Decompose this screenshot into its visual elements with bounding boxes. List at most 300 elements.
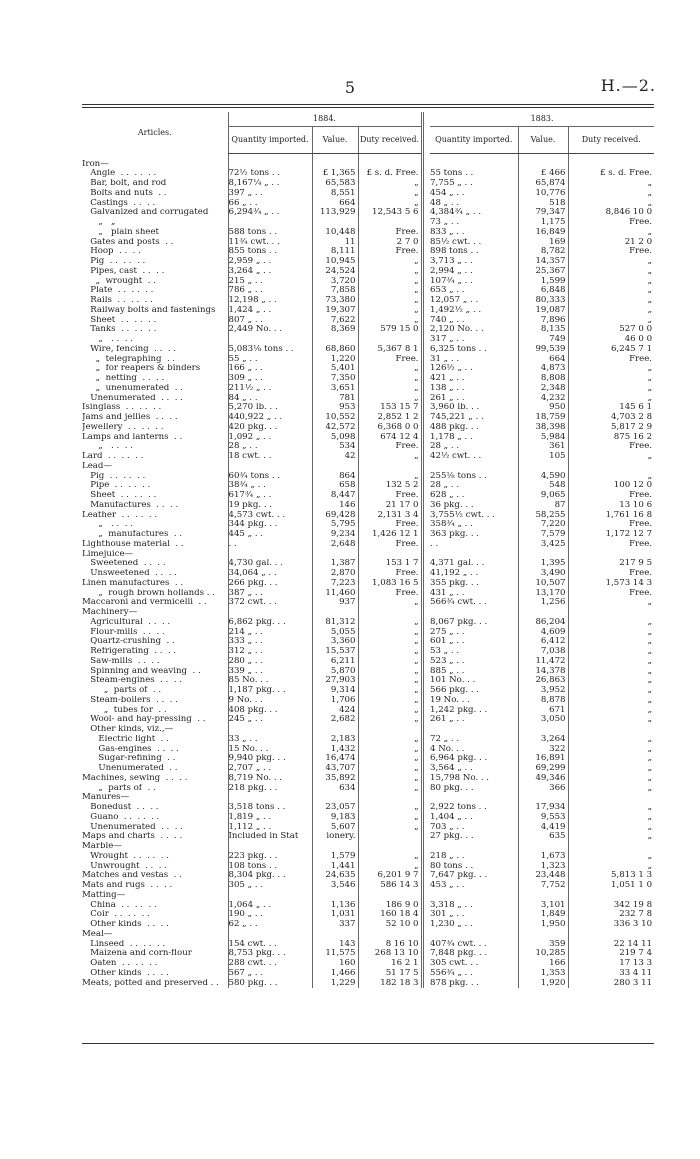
cell-duty-1884: „: [358, 384, 422, 394]
cell-quantity-1883: 41,192 „ . .: [430, 569, 479, 578]
cell-duty-1884: Free.: [358, 491, 422, 501]
cell-duty-1884: Free.: [358, 540, 422, 550]
cell-article: Electric light . .: [82, 734, 169, 744]
cell-article: Maccaroni and vermicelli . .: [82, 598, 207, 608]
cell-value-1884: 7,350: [312, 374, 358, 384]
cell-value-1884: 73,380: [312, 296, 358, 306]
cell-quantity-1884: 18 cwt. . .: [228, 452, 312, 462]
cell-article: Lamps and lanterns . .: [82, 432, 183, 442]
cell-value-1883: 10,507: [518, 579, 568, 589]
table-row: [82, 803, 654, 813]
cell-duty-1884: „: [358, 657, 422, 667]
cell-quantity-1884: [228, 335, 312, 345]
cell-quantity-1884: [228, 793, 312, 803]
cell-quantity-1884: 3,264 „ . .: [228, 267, 312, 277]
table-row: [82, 920, 654, 930]
cell-duty-1884: „: [358, 306, 422, 316]
table-row: [82, 569, 654, 579]
cell-duty-1883: 280 3 11: [568, 979, 654, 989]
cell-value-1884: 9,314: [312, 686, 358, 696]
cell-quantity-1883: 126½ „ . .: [430, 364, 473, 374]
table-row: [82, 959, 654, 969]
table-row: [82, 325, 654, 335]
cell-value-1883: 548: [518, 481, 568, 491]
cell-quantity-1884: 9 No. . .: [228, 696, 312, 706]
cell-quantity-1883: 73 „ . .: [430, 218, 460, 227]
cell-article: Unenumerated . . . .: [82, 822, 183, 832]
cell-duty-1883: [568, 608, 654, 618]
cell-quantity-1884: 3,518 tons . .: [228, 803, 312, 813]
cell-duty-1884: 268 13 10: [358, 949, 422, 959]
cell-value-1884: 7,622: [312, 316, 358, 326]
cell-value-1884: 11,460: [312, 589, 358, 599]
table-row: [82, 277, 654, 287]
table-row: [82, 676, 654, 686]
cell-quantity-1883: 363 pkg. . .: [430, 530, 480, 539]
cell-quantity-1884: 85 No. . .: [228, 676, 312, 686]
cell-quantity-1884: 218 pkg. . .: [228, 784, 312, 794]
cell-value-1884: 10,945: [312, 257, 358, 267]
cell-duty-1884: 5,367 8 1: [358, 345, 422, 355]
cell-quantity-1883: 3,755½ cwt. . .: [430, 510, 495, 520]
cell-quantity-1883: 80 pkg. . .: [430, 783, 474, 793]
cell-value-1884: [312, 725, 358, 735]
cell-article: Wrought . . . . . .: [82, 851, 169, 861]
bottom-rule: [82, 1043, 654, 1044]
cell-article: Pig . . . . . .: [82, 471, 146, 481]
cell-article: Mats and rugs . . . .: [82, 881, 173, 890]
cell-duty-1883: 1,761 16 8: [568, 511, 654, 521]
cell-value-1884: 9,183: [312, 813, 358, 823]
cell-value-1884: [312, 218, 358, 228]
table-row: [82, 189, 654, 199]
cell-article: Gates and posts . .: [82, 237, 174, 247]
cell-duty-1884: [358, 550, 422, 560]
cell-duty-1883: 336 3 10: [568, 920, 654, 930]
cell-value-1884: 143: [312, 940, 358, 950]
cell-value-1883: 322: [518, 745, 568, 755]
cell-value-1884: 6,211: [312, 657, 358, 667]
cell-value-1883: 1,353: [518, 969, 568, 979]
cell-article: „ unenumerated . .: [82, 383, 183, 393]
cell-value-1884: 781: [312, 394, 358, 404]
cell-value-1884: 8,111: [312, 247, 358, 257]
cell-duty-1884: [358, 218, 422, 228]
cell-value-1884: 9,234: [312, 530, 358, 540]
cell-value-1883: 671: [518, 706, 568, 716]
cell-article: Matting—: [82, 890, 126, 900]
cell-quantity-1884: 8,753 pkg. . .: [228, 949, 312, 959]
cell-quantity-1884: [228, 218, 312, 228]
cell-article: „ parts of . .: [82, 686, 162, 695]
cell-duty-1884: 586 14 3: [358, 881, 422, 891]
table-row: [82, 725, 654, 735]
cell-quantity-1884: 215 „ . .: [228, 277, 312, 287]
imports-table: [82, 112, 654, 988]
cell-value-1884: 8,369: [312, 325, 358, 335]
cell-quantity-1883: 653 „ . .: [430, 286, 465, 296]
cell-quantity-1883: 3,713 „ . .: [430, 257, 473, 266]
top-rule-second: [82, 107, 654, 108]
cell-duty-1883: Free.: [568, 355, 654, 365]
cell-quantity-1883: [430, 154, 518, 170]
cell-article: Oaten . . . . . .: [82, 959, 158, 968]
cell-quantity-1883: 6,964 pkg. . .: [430, 754, 488, 764]
table-row: [82, 169, 654, 179]
cell-quantity-1884: 1,064 „ . .: [228, 901, 312, 911]
cell-duty-1883: „: [568, 686, 654, 696]
cell-value-1883: 3,101: [518, 901, 568, 911]
cell-article: Saw-mills . . . .: [82, 656, 160, 666]
cell-duty-1883: „: [568, 813, 654, 823]
cell-article: Pig . . . . . .: [82, 257, 146, 266]
cell-value-1883: 80,333: [518, 296, 568, 306]
cell-value-1883: 366: [518, 784, 568, 794]
cell-duty-1883: 875 16 2: [568, 433, 654, 443]
cell-duty-1884: 186 9 0: [358, 901, 422, 911]
header-year-1884: 1884.: [228, 112, 422, 127]
cell-article: Bar, bolt, and rod: [82, 179, 167, 188]
cell-value-1884: 16,474: [312, 754, 358, 764]
cell-value-1884: 2,183: [312, 735, 358, 745]
cell-quantity-1883: 431 „ . .: [430, 588, 465, 598]
cell-duty-1883: Free.: [568, 247, 654, 257]
cell-value-1884: 658: [312, 481, 358, 491]
cell-duty-1884: „: [358, 706, 422, 716]
cell-duty-1884: „: [358, 852, 422, 862]
table-row: [82, 598, 654, 608]
cell-value-1884: [312, 550, 358, 560]
cell-article: Railway bolts and fastenings: [82, 305, 216, 315]
cell-quantity-1883: 15,798 No. . .: [430, 773, 490, 783]
cell-value-1883: 7,579: [518, 530, 568, 540]
cell-quantity-1883: [430, 725, 518, 735]
cell-duty-1884: „: [358, 686, 422, 696]
cell-quantity-1883: 3,564 „ . .: [430, 764, 473, 773]
cell-quantity-1884: 1,112 „ . .: [228, 823, 312, 833]
table-row: [82, 306, 654, 316]
cell-quantity-1883: 7,647 pkg. . .: [430, 871, 488, 881]
cell-value-1883: 1,673: [518, 852, 568, 862]
cell-quantity-1884: 5,270 lb. . .: [228, 403, 312, 413]
cell-duty-1884: „: [358, 735, 422, 745]
cell-quantity-1884: 4,730 gal. . .: [228, 559, 312, 569]
cell-quantity-1884: 6,294¾ „ . .: [228, 208, 312, 218]
cell-article: Meal—: [82, 929, 113, 939]
cell-value-1883: [518, 793, 568, 803]
cell-quantity-1884: 312 „ . .: [228, 647, 312, 657]
cell-duty-1884: „: [358, 316, 422, 326]
cell-article: Sheet . . . . . .: [82, 315, 157, 325]
cell-value-1884: [312, 608, 358, 618]
cell-value-1884: 5,401: [312, 364, 358, 374]
cell-article: „ netting . . . .: [82, 374, 165, 383]
table-row: [82, 364, 654, 374]
cell-duty-1883: Free.: [568, 540, 654, 550]
cell-quantity-1883: 28 „ . .: [430, 481, 460, 491]
cell-quantity-1884: 12,198 „ . .: [228, 296, 312, 306]
cell-quantity-1883: [430, 608, 518, 618]
cell-duty-1884: „: [358, 257, 422, 267]
header-duty-1884: Duty received.: [358, 127, 422, 154]
cell-duty-1883: „: [568, 394, 654, 404]
cell-value-1884: 937: [312, 598, 358, 608]
cell-value-1883: 1,256: [518, 598, 568, 608]
table-row: [82, 286, 654, 296]
table-row: [82, 394, 654, 404]
cell-value-1883: 58,255: [518, 511, 568, 521]
cell-duty-1883: [568, 725, 654, 735]
cell-value-1884: 1,466: [312, 969, 358, 979]
cell-article: „ for reapers & binders: [82, 364, 201, 374]
cell-quantity-1883: 48 „ . .: [430, 198, 460, 208]
cell-value-1884: 3,720: [312, 277, 358, 287]
cell-quantity-1884: 305 „ . .: [228, 881, 312, 891]
cell-article: Gas-engines . . . .: [82, 744, 179, 754]
table-row: [82, 374, 654, 384]
table-row: [82, 154, 654, 170]
cell-value-1883: 3,490: [518, 569, 568, 579]
cell-duty-1884: „: [358, 862, 422, 872]
cell-duty-1884: 153 1 7: [358, 559, 422, 569]
cell-value-1884: 3,360: [312, 637, 358, 647]
cell-article: Jewellery . . . . . .: [82, 422, 164, 432]
cell-quantity-1884: 34,064 „ . .: [228, 569, 312, 579]
cell-duty-1883: 21 2 0: [568, 238, 654, 248]
cell-article: Wool- and hay-pressing . .: [82, 715, 206, 725]
table-row: [82, 657, 654, 667]
cell-value-1883: 359: [518, 940, 568, 950]
table-row: [82, 384, 654, 394]
cell-quantity-1884: 786 „ . .: [228, 286, 312, 296]
cell-quantity-1883: 19 No. . .: [430, 695, 470, 705]
cell-duty-1884: 51 17 5: [358, 969, 422, 979]
cell-quantity-1883: 7,755 „ . .: [430, 179, 473, 188]
cell-value-1884: 113,929: [312, 208, 358, 218]
cell-article: Bonedust . . . .: [82, 803, 159, 812]
cell-duty-1884: [358, 832, 422, 842]
table-row: [82, 423, 654, 433]
cell-duty-1884: Free.: [358, 589, 422, 599]
cell-value-1884: 1,441: [312, 862, 358, 872]
table-row: [82, 813, 654, 823]
cell-duty-1884: 674 12 4: [358, 433, 422, 443]
cell-duty-1883: „: [568, 862, 654, 872]
table-row: [82, 871, 654, 881]
cell-quantity-1884: 11¾ cwt. . .: [228, 238, 312, 248]
cell-quantity-1884: [228, 930, 312, 940]
cell-quantity-1884: 1,424 „ . .: [228, 306, 312, 316]
cell-duty-1884: „: [358, 784, 422, 794]
cell-value-1883: 6,412: [518, 637, 568, 647]
cell-duty-1883: 13 10 6: [568, 501, 654, 511]
cell-duty-1883: 527 0 0: [568, 325, 654, 335]
cell-quantity-1884: 397 „ . .: [228, 189, 312, 199]
cell-duty-1883: 342 19 8: [568, 901, 654, 911]
cell-duty-1884: 16 2 1: [358, 959, 422, 969]
cell-quantity-1883: 1,230 „ . .: [430, 920, 473, 929]
cell-duty-1884: „: [358, 813, 422, 823]
cell-article: Manufactures . . . .: [82, 500, 179, 510]
cell-quantity-1883: 523 „ . .: [430, 656, 465, 666]
cell-duty-1884: „: [358, 647, 422, 657]
cell-value-1884: 65,583: [312, 179, 358, 189]
cell-value-1884: 1,579: [312, 852, 358, 862]
cell-value-1884: 146: [312, 501, 358, 511]
cell-value-1883: 2,348: [518, 384, 568, 394]
cell-quantity-1883: 454 „ . .: [430, 188, 465, 198]
cell-duty-1884: Free.: [358, 228, 422, 238]
cell-duty-1884: „: [358, 628, 422, 638]
cell-duty-1884: [358, 725, 422, 735]
cell-quantity-1883: 218 „ . .: [430, 851, 465, 861]
cell-value-1883: 1,950: [518, 920, 568, 930]
cell-duty-1884: „: [358, 472, 422, 482]
cell-duty-1883: „: [568, 852, 654, 862]
cell-duty-1883: 22 14 11: [568, 940, 654, 950]
cell-value-1883: 8,135: [518, 325, 568, 335]
cell-article: „ . . . .: [82, 442, 133, 452]
cell-quantity-1883: 36 pkg. . .: [430, 500, 474, 510]
cell-value-1883: 4,590: [518, 472, 568, 482]
cell-duty-1884: „: [358, 667, 422, 677]
cell-value-1883: 4,232: [518, 394, 568, 404]
cell-value-1883: [518, 842, 568, 852]
table-row: [82, 618, 654, 628]
cell-value-1884: 7,858: [312, 286, 358, 296]
cell-duty-1883: „: [568, 754, 654, 764]
cell-quantity-1883: 2,922 tons . .: [430, 803, 487, 812]
cell-duty-1883: „: [568, 618, 654, 628]
cell-duty-1883: [568, 462, 654, 472]
table-row: [82, 715, 654, 725]
cell-duty-1883: 232 7 8: [568, 910, 654, 920]
cell-duty-1883: „: [568, 364, 654, 374]
cell-quantity-1883: 2,120 No. . .: [430, 325, 484, 335]
cell-quantity-1884: 855 tons . .: [228, 247, 312, 257]
cell-quantity-1884: 588 tons . .: [228, 228, 312, 238]
cell-quantity-1883: 317 „ . .: [430, 335, 465, 344]
table-row: [82, 179, 654, 189]
cell-value-1884: 1,136: [312, 901, 358, 911]
cell-quantity-1884: 1,092 „ . .: [228, 433, 312, 443]
cell-article: Lard . . . . . .: [82, 452, 144, 461]
cell-value-1883: 10,776: [518, 189, 568, 199]
cell-value-1884: 337: [312, 920, 358, 930]
cell-duty-1883: „: [568, 296, 654, 306]
cell-duty-1884: 2 7 0: [358, 238, 422, 248]
cell-duty-1884: „: [358, 637, 422, 647]
cell-article: „ telegraphing . .: [82, 354, 176, 364]
cell-value-1883: £ 466: [518, 169, 568, 179]
cell-quantity-1883: 703 „ . .: [430, 822, 465, 832]
cell-value-1883: 1,175: [518, 218, 568, 228]
cell-duty-1883: „: [568, 598, 654, 608]
cell-quantity-1884: 420 pkg. . .: [228, 423, 312, 433]
table-row: [82, 491, 654, 501]
cell-duty-1884: „: [358, 618, 422, 628]
cell-article: Unenumerated . .: [82, 764, 178, 773]
cell-quantity-1883: 407¾ cwt. . .: [430, 939, 487, 949]
document-reference: H.—2.: [600, 76, 656, 95]
cell-value-1884: [312, 891, 358, 901]
cell-value-1883: 1,849: [518, 910, 568, 920]
cell-value-1883: 4,609: [518, 628, 568, 638]
table-row: [82, 754, 654, 764]
cell-value-1884: [312, 842, 358, 852]
cell-quantity-1884: 60¾ tons . .: [228, 472, 312, 482]
cell-value-1884: 5,098: [312, 433, 358, 443]
cell-value-1883: 3,952: [518, 686, 568, 696]
cell-quantity-1883: 261 „ . .: [430, 393, 465, 403]
cell-quantity-1883: [430, 550, 518, 560]
cell-article: Maps and charts . . . .: [82, 832, 183, 842]
table-row: [82, 891, 654, 901]
cell-quantity-1883: 628 „ . .: [430, 491, 465, 500]
cell-quantity-1883: 4 No. . .: [430, 744, 465, 754]
cell-quantity-1883: 878 pkg. . .: [430, 978, 480, 988]
table-row: [82, 267, 654, 277]
cell-value-1884: 5,055: [312, 628, 358, 638]
cell-quantity-1884: 333 „ . .: [228, 637, 312, 647]
cell-quantity-1883: 2,994 „ . .: [430, 266, 473, 276]
cell-quantity-1884: 408 pkg. . .: [228, 706, 312, 716]
cell-quantity-1883: 355 pkg. . .: [430, 578, 480, 588]
cell-quantity-1884: 344 pkg. . .: [228, 520, 312, 530]
cell-duty-1883: Free.: [568, 520, 654, 530]
cell-duty-1883: „: [568, 706, 654, 716]
cell-article: Agricultural . . . .: [82, 617, 171, 627]
table-row: [82, 559, 654, 569]
cell-duty-1883: 1,051 1 0: [568, 881, 654, 891]
cell-duty-1884: „: [358, 696, 422, 706]
cell-value-1884: 8,447: [312, 491, 358, 501]
cell-value-1883: 79,347: [518, 208, 568, 218]
table-row: [82, 774, 654, 784]
cell-quantity-1884: 2,449 No. . .: [228, 325, 312, 335]
cell-duty-1884: „: [358, 179, 422, 189]
cell-value-1883: 69,299: [518, 764, 568, 774]
table-row: [82, 520, 654, 530]
table-row: [82, 608, 654, 618]
cell-duty-1884: „: [358, 598, 422, 608]
cell-duty-1884: „: [358, 277, 422, 287]
table-row: [82, 296, 654, 306]
cell-value-1884: 27,903: [312, 676, 358, 686]
cell-duty-1883: „: [568, 745, 654, 755]
cell-quantity-1884: 1,819 „ . .: [228, 813, 312, 823]
cell-duty-1883: 145 6 1: [568, 403, 654, 413]
cell-article: Other kinds . . . .: [82, 968, 169, 978]
table-row: [82, 647, 654, 657]
cell-quantity-1883: 740 „ . .: [430, 315, 465, 325]
cell-value-1883: [518, 608, 568, 618]
cell-quantity-1883: 301 „ . .: [430, 910, 465, 920]
cell-quantity-1883: 566 pkg. . .: [430, 686, 480, 695]
cell-value-1884: 68,860: [312, 345, 358, 355]
cell-quantity-1883: 3,960 lb. . .: [430, 403, 480, 413]
header-value-1883: Value.: [518, 127, 568, 154]
table-row: [82, 696, 654, 706]
cell-duty-1884: 1,083 16 5: [358, 579, 422, 589]
cell-value-1883: 16,891: [518, 754, 568, 764]
cell-article: „ tubes for . .: [82, 705, 167, 715]
cell-quantity-1883: 833 „ . .: [430, 227, 465, 237]
cell-duty-1884: 52 10 0: [358, 920, 422, 930]
table-row: [82, 550, 654, 560]
cell-article: Sweetened . . . .: [82, 559, 166, 569]
cell-duty-1883: „: [568, 735, 654, 745]
